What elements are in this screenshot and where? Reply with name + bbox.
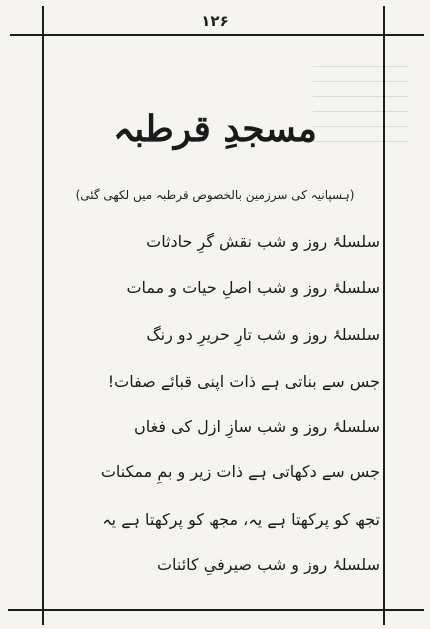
verse-line-3: سلسلۂ روز و شب تارِ حریرِ دو رنگ: [146, 325, 380, 344]
poem-title: مسجدِ قرطبہ: [113, 108, 317, 150]
page-number: ۱۲۶: [201, 12, 229, 30]
left-border-line: [42, 6, 44, 625]
verse-line-7: تجھ کو پرکھتا ہے یہ، مجھ کو پرکھتا ہے یہ: [102, 510, 380, 529]
verse-line-6: جس سے دکھاتی ہے ذات زیر و بمِ ممکنات: [100, 462, 380, 481]
bottom-border-line: [8, 609, 424, 611]
verse-line-1: سلسلۂ روز و شب نقش گرِ حادثات: [146, 232, 380, 251]
poem-subtitle: (ہسپانیہ کی سرزمین بالخصوص قرطبہ میں لکھی گئی): [75, 188, 355, 202]
verse-line-5: سلسلۂ روز و شب سازِ ازل کی فغاں: [133, 417, 380, 436]
verse-line-4: جس سے بناتی ہے ذات اپنی قبائے صفات!: [107, 372, 380, 391]
verse-line-2: سلسلۂ روز و شب اصلِ حیات و ممات: [126, 278, 380, 297]
right-border-line: [383, 6, 385, 625]
top-border-line: [10, 34, 424, 36]
verse-line-8: سلسلۂ روز و شب صیرفیِ کائنات: [156, 555, 380, 574]
